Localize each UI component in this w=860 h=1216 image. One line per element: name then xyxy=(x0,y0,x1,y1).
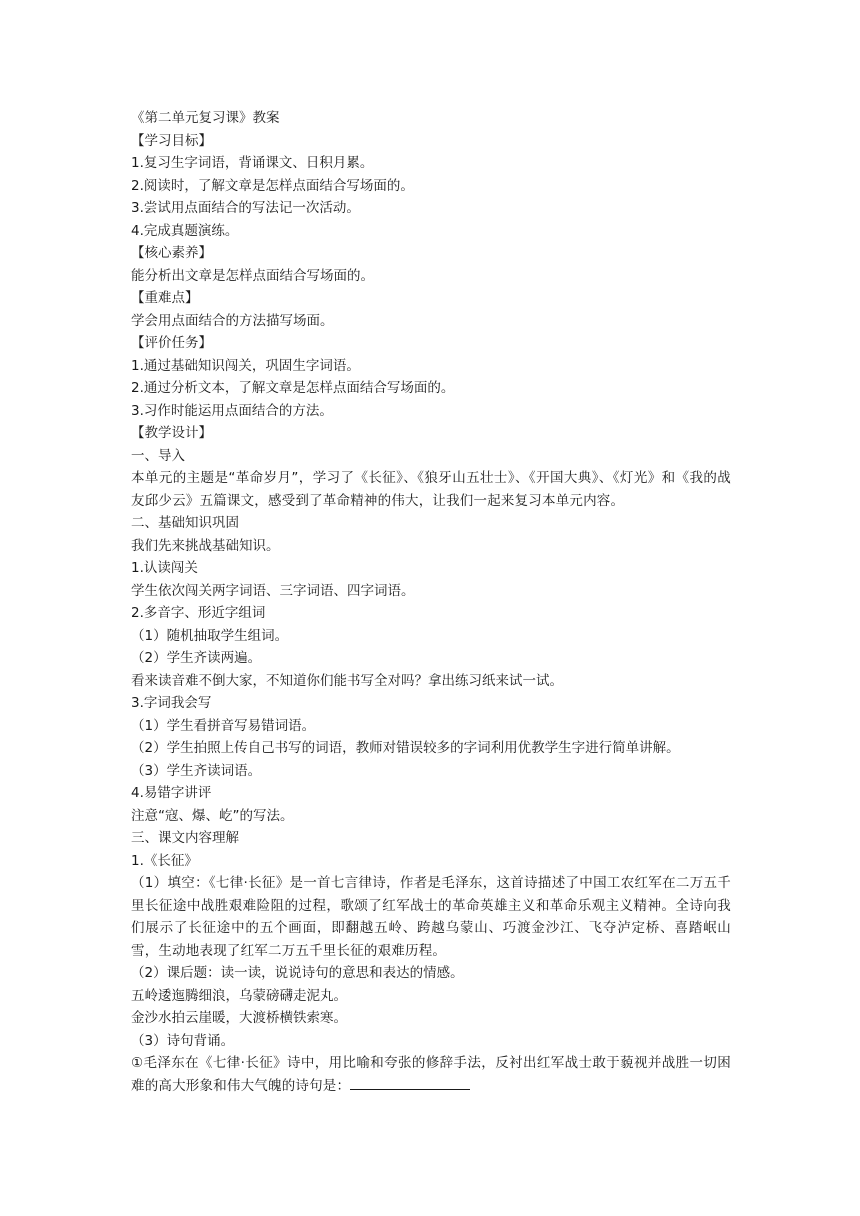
heading-key: 【重难点】 xyxy=(131,290,199,306)
heading-eval: 【评价任务】 xyxy=(131,335,212,351)
eval-item: 1.通过基础知识闯关，巩固生字词语。 xyxy=(131,357,360,374)
fill-in-paragraph: （1）填空：《七律·长征》是一首七言律诗，作者是毛泽东，这首诗描述了中国工农红军在二万五千里长征途中战胜艰难险阻的过程，歌颂了红军战士的革命英雄主义和革命乐观主义精神。全诗向我们展示了长征途中的五个画面，即翻越五岭、跨越乌蒙山、巧渡金沙江、飞夺泸定桥、喜踏岷山雪，生动地表现了红军二万五千里长征的艰难历程。 xyxy=(131,875,731,959)
list-item: （1）学生看拼音写易错词语。 xyxy=(131,717,316,734)
list-item: （3）学生齐读词语。 xyxy=(131,762,262,779)
basics-text: 我们先来挑战基础知识。 xyxy=(131,537,280,554)
goal-item: 2.阅读时，了解文章是怎样点面结合写场面的。 xyxy=(131,177,414,194)
intro-paragraph: 本单元的主题是“革命岁月”，学习了《长征》、《狼牙山五壮士》、《开国大典》、《灯光》和《我的战友邱少云》五篇课文，感受到了革命精神的伟大，让我们一起来复习本单元内容。 xyxy=(131,470,731,509)
heading-design: 【教学设计】 xyxy=(131,425,212,441)
section-intro-heading: 一、导入 xyxy=(131,447,185,464)
goal-item: 4.完成真题演练。 xyxy=(131,222,239,239)
list-item: （2）学生拍照上传自己书写的词语，教师对错误较多的字词利用优教学生字进行简单讲解。 xyxy=(131,740,680,756)
body-text: 学生依次闯关两字词语、三字词语、四字词语。 xyxy=(131,582,415,599)
subsection-heading: 1.《长征》 xyxy=(131,852,198,869)
question-paragraph xyxy=(131,1052,731,1097)
heading-goals: 【学习目标】 xyxy=(131,132,212,149)
question-text: ①毛泽东在《七律·长征》诗中，用比喻和夸张的修辞手法，反衬出红军战士敢于藐视并战胜一切困难的高大形象和伟大气魄的诗句是： xyxy=(131,1055,731,1094)
body-text: 看来读音难不倒大家，不知道你们能书写全对吗？拿出练习纸来试一试。 xyxy=(131,672,563,689)
eval-item: 3.习作时能运用点面结合的方法。 xyxy=(131,402,333,419)
eval-item: 2.通过分析文本，了解文章是怎样点面结合写场面的。 xyxy=(131,380,455,396)
core-text: 能分析出文章是怎样点面结合写场面的。 xyxy=(131,267,374,284)
body-text: 注意“寇、爆、屹”的写法。 xyxy=(131,807,294,824)
answer-blank[interactable] xyxy=(350,1075,470,1090)
doc-title: 《第二单元复习课》教案 xyxy=(131,110,280,126)
subsection-heading: 2.多音字、形近字组词 xyxy=(131,605,266,621)
document-body xyxy=(131,107,731,1097)
poem-line: 金沙水拍云崖暖，大渡桥横铁索寒。 xyxy=(131,1010,347,1026)
goal-item: 3.尝试用点面结合的写法记一次活动。 xyxy=(131,200,360,216)
subsection-heading: 3.字词我会写 xyxy=(131,695,212,711)
section-lessons-heading: 三、课文内容理解 xyxy=(131,830,239,846)
subsection-heading: 1.认读闯关 xyxy=(131,560,198,576)
subsection-heading: 4.易错字讲评 xyxy=(131,785,212,801)
list-item: （1）随机抽取学生组词。 xyxy=(131,627,289,644)
list-item: （2）课后题：读一读，说说诗句的意思和表达的情感。 xyxy=(131,965,464,981)
list-item: （3）诗句背诵。 xyxy=(131,1032,235,1049)
section-basics-heading: 二、基础知识巩固 xyxy=(131,515,239,531)
key-text: 学会用点面结合的方法描写场面。 xyxy=(131,312,334,329)
goal-item: 1.复习生字词语，背诵课文、日积月累。 xyxy=(131,155,374,171)
heading-core: 【核心素养】 xyxy=(131,245,212,261)
list-item: （2）学生齐读两遍。 xyxy=(131,650,262,666)
poem-line: 五岭逶迤腾细浪，乌蒙磅礴走泥丸。 xyxy=(131,987,347,1004)
